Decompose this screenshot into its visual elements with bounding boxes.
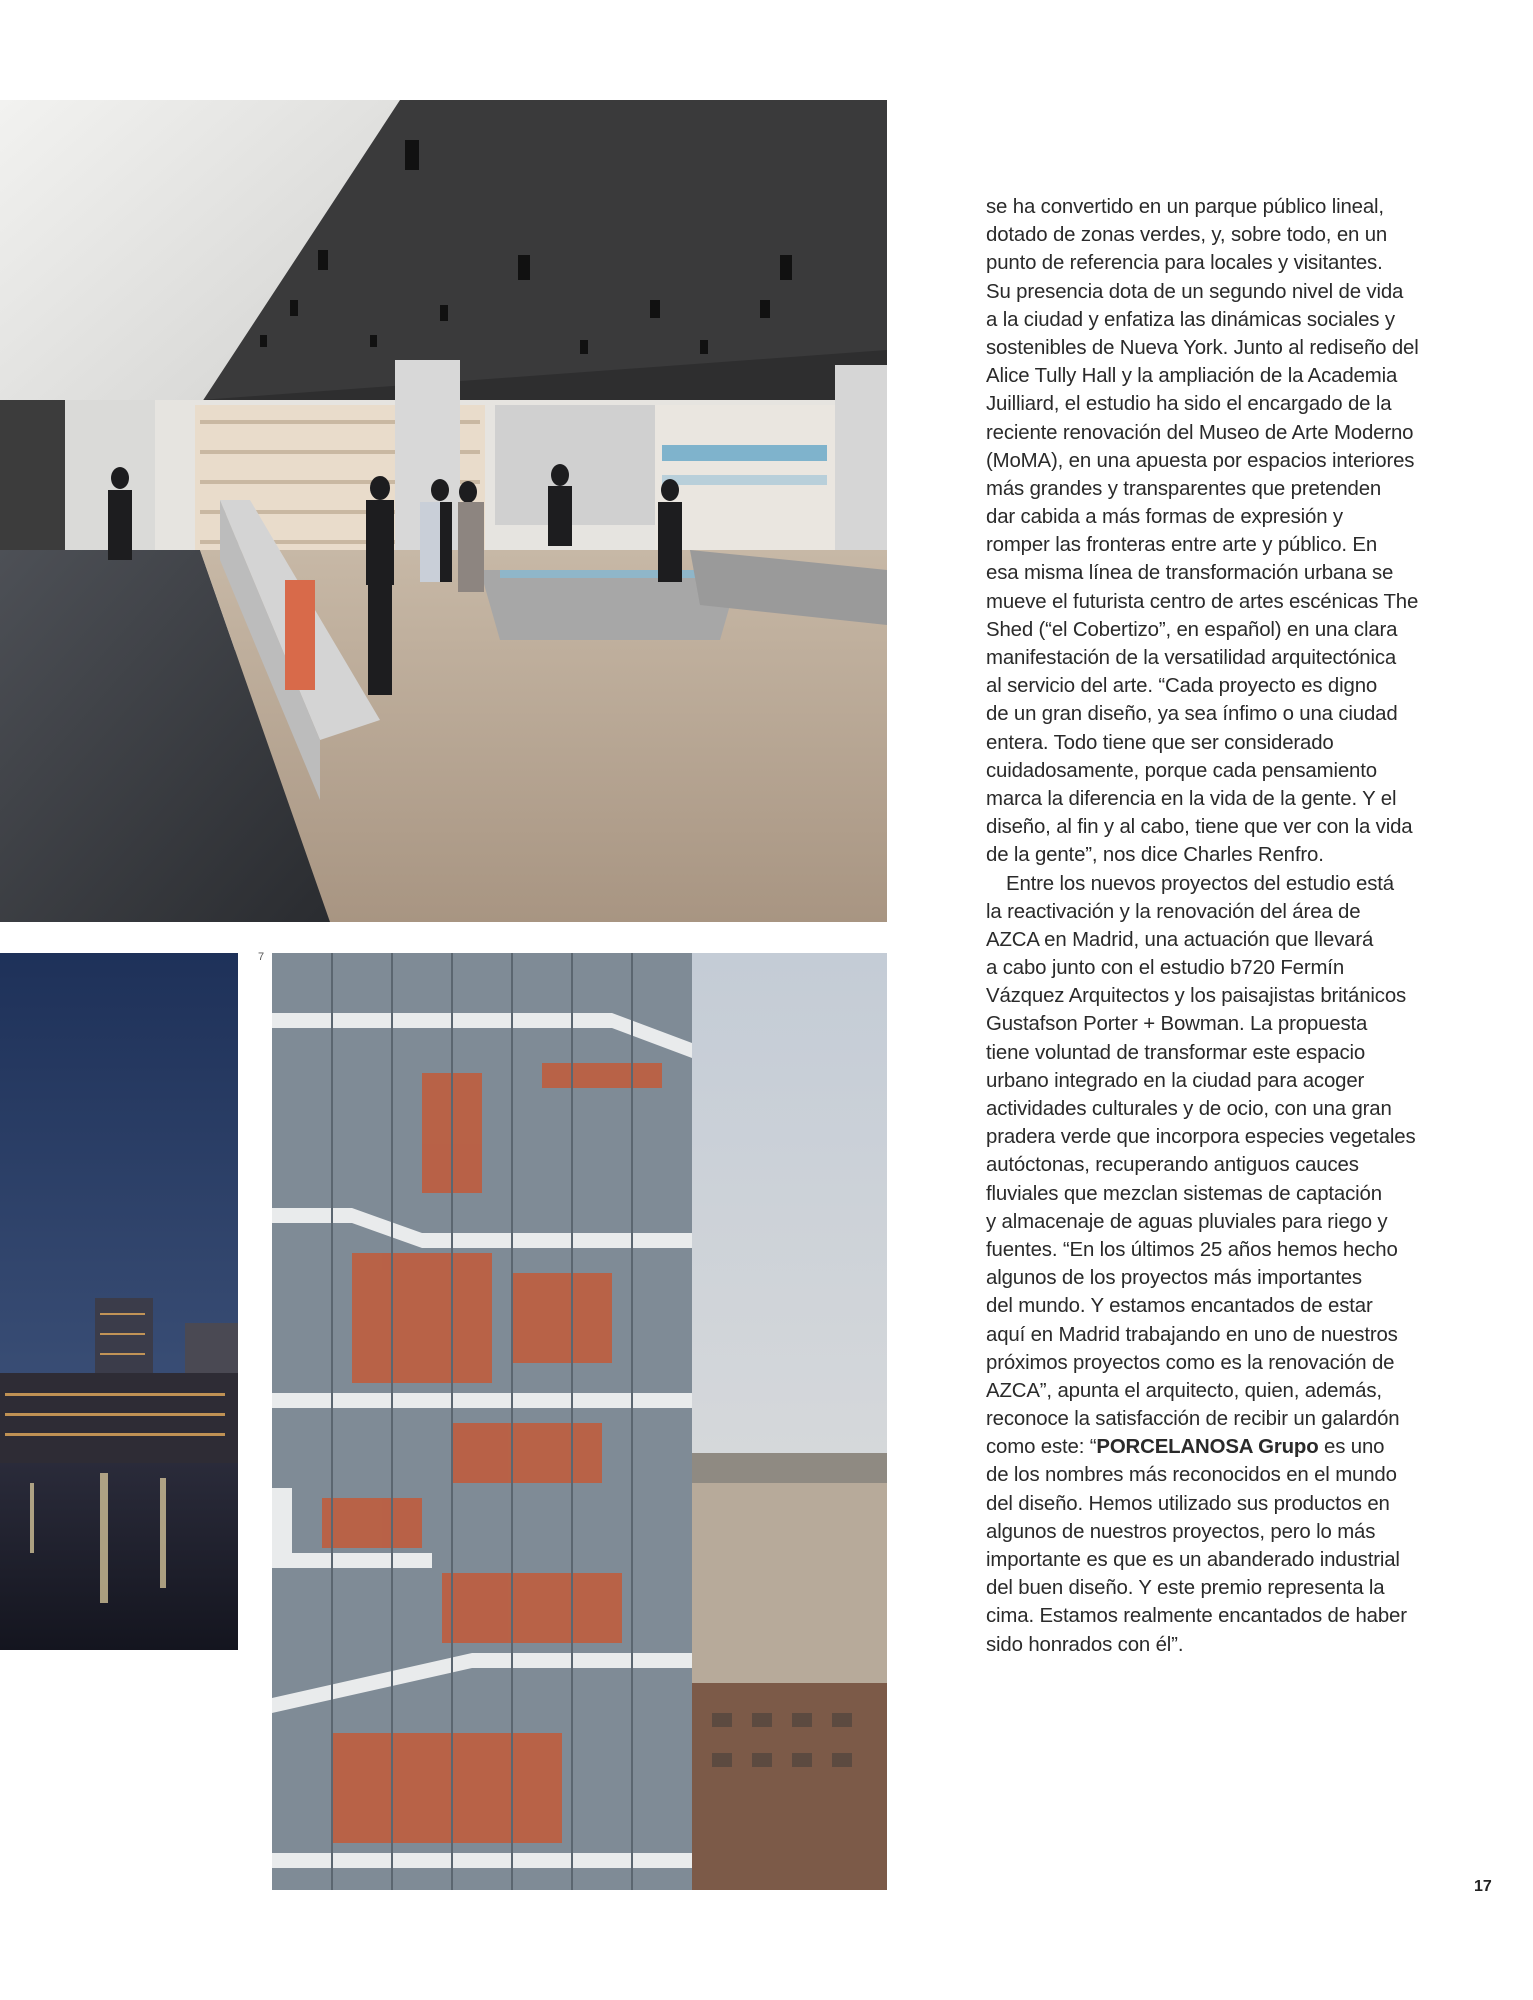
museum-store-photo bbox=[0, 100, 887, 922]
text-line: Juilliard, el estudio ha sido el encargado de la bbox=[986, 393, 1392, 416]
brand-line-post: es uno bbox=[1318, 1436, 1385, 1459]
text-line: Alice Tully Hall y la ampliación de la Academia bbox=[986, 365, 1398, 388]
text-line: algunos de los proyectos más importantes bbox=[986, 1267, 1362, 1290]
text-line: Gustafson Porter + Bowman. La propuesta bbox=[986, 1013, 1368, 1036]
text-line: (MoMA), en una apuesta por espacios interiores bbox=[986, 449, 1415, 472]
text-line: manifestación de la versatilidad arquitectónica bbox=[986, 647, 1397, 669]
text-line: AZCA en Madrid, una actuación que llevará bbox=[986, 928, 1374, 951]
text-line: fuentes. “En los últimos 25 años hemos hecho bbox=[986, 1238, 1398, 1261]
paragraph-2 bbox=[986, 870, 1441, 1434]
text-line: entera. Todo tiene que ser considerado bbox=[986, 731, 1334, 754]
text-line: mueve el futurista centro de artes escénicas The bbox=[986, 590, 1419, 613]
brand-line-pre: como este: “ bbox=[986, 1436, 1097, 1459]
text-line: del diseño. Hemos utilizado sus productos en bbox=[986, 1492, 1390, 1515]
text-line: la reactivación y la renovación del área de bbox=[986, 900, 1361, 923]
text-line: sostenibles de Nueva York. Junto al rediseño del bbox=[986, 336, 1419, 359]
night-skyline-photo bbox=[0, 953, 238, 1650]
brand-text-line bbox=[986, 1433, 1441, 1461]
text-line: romper las fronteras entre arte y público. En bbox=[986, 534, 1378, 557]
page-number: 17 bbox=[1474, 1878, 1492, 1895]
text-line: AZCA”, apunta el arquitecto, quien, además, bbox=[986, 1379, 1382, 1402]
text-line: a cabo junto con el estudio b720 Fermín bbox=[986, 957, 1345, 980]
text-line: Entre los nuevos proyectos del estudio está bbox=[1006, 872, 1395, 895]
text-line: próximos proyectos como es la renovación de bbox=[986, 1351, 1395, 1374]
text-line: cima. Estamos realmente encantados de haber bbox=[986, 1605, 1407, 1628]
text-line: sido honrados con él”. bbox=[986, 1633, 1184, 1656]
text-line: cuidadosamente, porque cada pensamiento bbox=[986, 759, 1377, 782]
museum-store-illustration bbox=[0, 100, 887, 922]
text-line: y almacenaje de aguas pluviales para riego y bbox=[986, 1210, 1388, 1233]
text-line: aquí en Madrid trabajando en uno de nuestros bbox=[986, 1323, 1398, 1346]
night-skyline-illustration bbox=[0, 953, 238, 1650]
text-line: a la ciudad y enfatiza las dinámicas sociales y bbox=[986, 308, 1395, 331]
text-line: de los nombres más reconocidos en el mundo bbox=[986, 1464, 1397, 1487]
text-line: marca la diferencia en la vida de la gente. Y el bbox=[986, 787, 1397, 810]
text-line: algunos de nuestros proyectos, pero lo más bbox=[986, 1520, 1376, 1543]
text-line: del buen diseño. Y este premio representa la bbox=[986, 1577, 1385, 1600]
text-line: Vázquez Arquitectos y los paisajistas británicos bbox=[986, 985, 1407, 1008]
paragraph-1 bbox=[986, 193, 1441, 870]
text-line: diseño, al fin y al cabo, tiene que ver con la vida bbox=[986, 816, 1413, 839]
text-line: urbano integrado en la ciudad para acoger bbox=[986, 1069, 1365, 1092]
figure-number: 7 bbox=[258, 951, 265, 963]
glass-tower-illustration bbox=[272, 953, 887, 1890]
text-line: actividades culturales y de ocio, con una gran bbox=[986, 1098, 1392, 1120]
text-line: dotado de zonas verdes, y, sobre todo, en un bbox=[986, 224, 1388, 247]
text-line: punto de referencia para locales y visitantes. bbox=[986, 252, 1383, 275]
text-line: al servicio del arte. “Cada proyecto es digno bbox=[986, 675, 1378, 698]
paragraph-2-continued bbox=[986, 1461, 1441, 1658]
text-line: Su presencia dota de un segundo nivel de vida bbox=[986, 280, 1404, 303]
text-line: autóctonas, recuperando antiguos cauces bbox=[986, 1154, 1359, 1177]
text-line: más grandes y transparentes que pretenden bbox=[986, 477, 1382, 500]
text-line: reconoce la satisfacción de recibir un galardón bbox=[986, 1408, 1400, 1431]
text-line: pradera verde que incorpora especies vegetales bbox=[986, 1126, 1416, 1149]
brand-name: PORCELANOSA Grupo bbox=[1096, 1436, 1319, 1459]
text-line: importante es que es un abanderado industrial bbox=[986, 1549, 1400, 1571]
text-line: se ha convertido en un parque público lineal, bbox=[986, 196, 1384, 218]
text-line: del mundo. Y estamos encantados de estar bbox=[986, 1295, 1373, 1318]
text-line: de la gente”, nos dice Charles Renfro. bbox=[986, 844, 1324, 867]
text-line: esa misma línea de transformación urbana se bbox=[986, 562, 1394, 585]
text-line: Shed (“el Cobertizo”, en español) en una clara bbox=[986, 618, 1398, 641]
text-line: fluviales que mezclan sistemas de captación bbox=[986, 1182, 1382, 1205]
text-line: dar cabida a más formas de expresión y bbox=[986, 506, 1343, 529]
glass-tower-photo bbox=[272, 953, 887, 1890]
text-line: reciente renovación del Museo de Arte Moderno bbox=[986, 421, 1414, 444]
text-line: de un gran diseño, ya sea ínfimo o una ciudad bbox=[986, 703, 1398, 726]
text-line: tiene voluntad de transformar este espacio bbox=[986, 1041, 1366, 1064]
article-body-text bbox=[986, 193, 1441, 1659]
